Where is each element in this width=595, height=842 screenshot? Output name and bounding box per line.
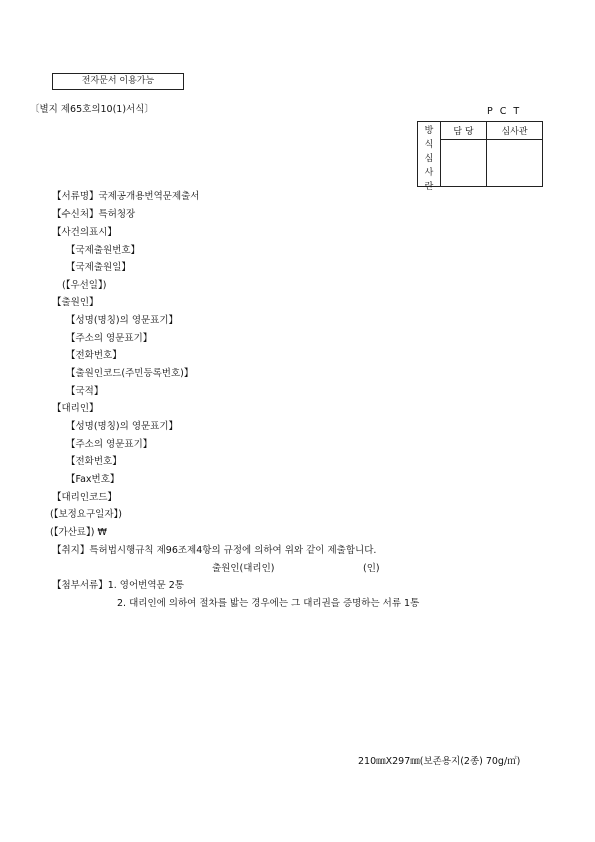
intl-app-date-line: 【국제출원일】 <box>66 262 131 273</box>
priority-date-line: (【우선일】) <box>62 280 107 291</box>
correction-request-date-line: (【보정요구일자】) <box>50 509 122 520</box>
purpose-line: 【취지】특허법시행규칙 제96조제4항의 규정에 의하여 위와 같이 제출합니다. <box>52 545 377 556</box>
case-indication-line: 【사건의표시】 <box>52 227 117 238</box>
applicant-phone-line: 【전화번호】 <box>66 350 122 361</box>
paper-spec-footer: 210㎜X297㎜(보존용지(2종) 70g/㎡) <box>358 756 521 767</box>
agent-code-line: 【대리인코드】 <box>52 492 117 503</box>
pct-label: PCT <box>487 106 527 117</box>
agent-phone-line: 【전화번호】 <box>66 456 122 467</box>
review-box-col-examiner: 심사관 <box>487 122 543 140</box>
attachments-line: 【첨부서류】1. 영어번역문 2통 <box>52 580 184 591</box>
form-number: 〔별지 제65호의10(1)서식〕 <box>30 104 154 115</box>
electronic-document-stamp: 전자문서 이용가능 <box>52 73 184 90</box>
agent-fax-line: 【Fax번호】 <box>66 474 120 485</box>
applicant-code-line: 【출원인코드(주민등록번호)】 <box>66 368 194 379</box>
attachment-item-2: 2. 대리인에 의하여 절차를 밟는 경우에는 그 대리권을 증명하는 서류 1통 <box>117 598 420 609</box>
review-box-examiner-cell <box>487 140 543 187</box>
intl-app-number-line: 【국제출원번호】 <box>66 245 141 256</box>
applicant-address-eng-line: 【주소의 영문표기】 <box>66 333 153 344</box>
review-box-officer-cell <box>441 140 487 187</box>
review-box <box>417 121 543 192</box>
nationality-line: 【국적】 <box>66 386 104 397</box>
recipient-line: 【수신처】특허청장 <box>52 209 136 220</box>
review-box-col-officer: 담 당 <box>441 122 487 140</box>
agent-address-eng-line: 【주소의 영문표기】 <box>66 439 153 450</box>
applicant-agent-signature-label: 출원인(대리인) <box>212 563 275 574</box>
applicant-name-eng-line: 【성명(명칭)의 영문표기】 <box>66 315 179 326</box>
applicant-line: 【출원인】 <box>52 297 99 308</box>
surcharge-line: (【가산료】) ₩ <box>50 527 107 538</box>
seal-mark: (인) <box>363 563 380 574</box>
agent-line: 【대리인】 <box>52 403 99 414</box>
agent-name-eng-line: 【성명(명칭)의 영문표기】 <box>66 421 179 432</box>
doc-type-line: 【서류명】국제공개용번역문제출서 <box>52 191 200 202</box>
review-box-vertical-label: 방 식 심 사 란 <box>418 122 441 187</box>
